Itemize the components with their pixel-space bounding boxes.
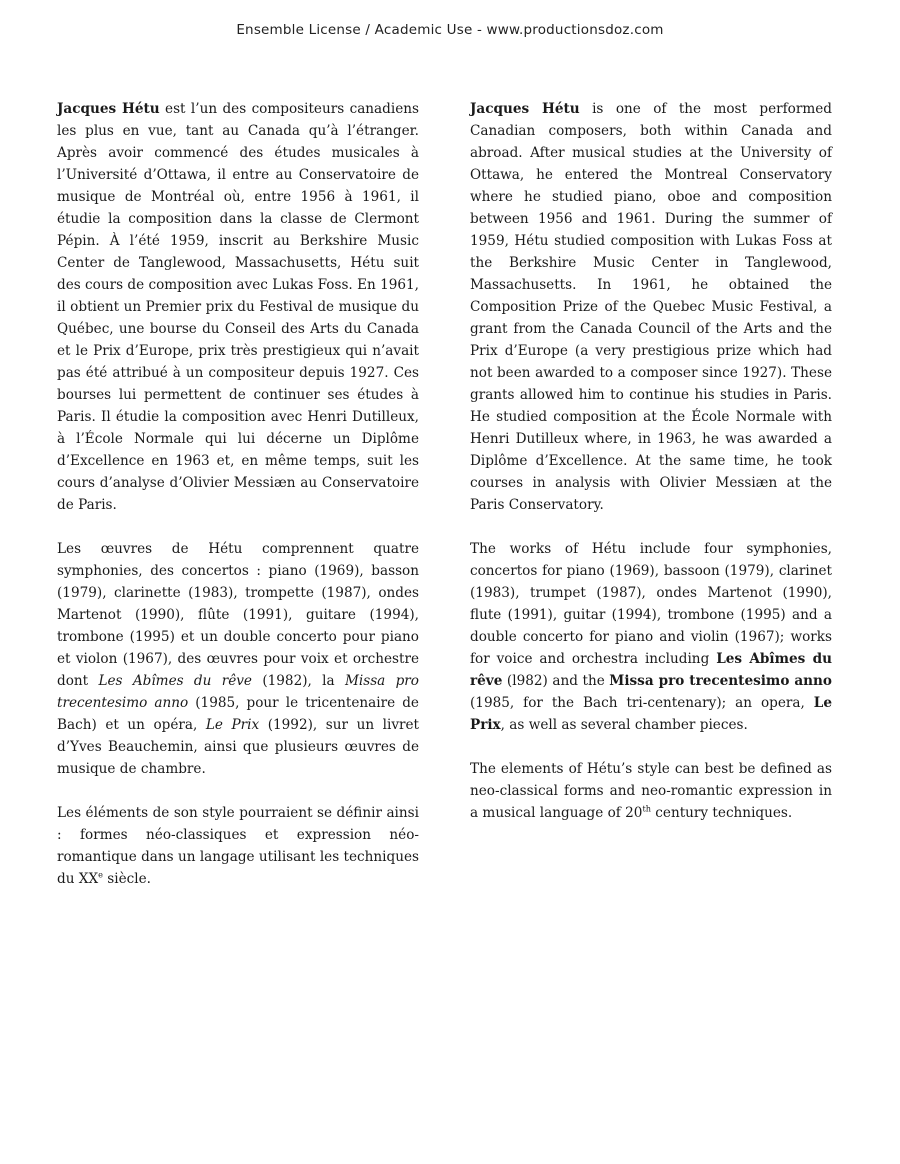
composer-name: Jacques Hétu	[470, 101, 580, 117]
work-title: Les Abîmes du rêve	[98, 673, 252, 689]
french-column	[57, 98, 419, 912]
work-title: Missa pro trecentesimo anno	[57, 673, 419, 711]
english-paragraph-biography: Jacques Hétu is one of the most performed Canadian composers, both within Canada and abroad. After musical studies at the University of Ottawa, he entered the Montreal Conservatory where he studied piano, oboe and composition between 1956 and 1961. During the summer of 1959, Hétu studied composition with Lukas Foss at the Berkshire Music Center in Tanglewood, Massachusetts. In 1961, he obtained the Composition Prize of the Quebec Music Festival, a grant from the Canada Council of the Arts and the Prix d’Europe (a very prestigious prize which had not been awarded to a composer since 1927). These grants allowed him to continue his studies in Paris. He studied composition at the École Normale with Henri Dutilleux where, in 1963, he was awarded a Diplôme d’Excellence. At the same time, he took courses in analysis with Olivier Messiæn at the Paris Conservatory.	[470, 101, 832, 513]
english-column	[470, 98, 832, 846]
work-title: Le Prix	[205, 717, 260, 733]
french-paragraph-works: Les œuvres de Hétu comprennent quatre symphonies, des concertos : piano (1969), basson (1979), clarinette (1983), trompette (1987), ondes Martenot (1990), flûte (1991), guitare (1994), trombone (1995) et un double concerto pour piano et violon (1967), des œuvres pour voix et orchestre dont Les Abîmes du rêve (1982), la Missa pro trecentesimo anno (1985, pour le tricentenaire de Bach) et un opéra, Le Prix (1992), sur un livret d’Yves Beauchemin, ainsi que plusieurs œuvres de musique de chambre.	[57, 541, 420, 777]
english-paragraph-style: The elements of Hétu’s style can best be defined as neo-classical forms and neo-romantic expression in a musical language of 20th century techniques.	[470, 761, 832, 821]
page-header: Ensemble License / Academic Use - www.productionsdoz.com	[236, 22, 664, 38]
work-title: Les Abîmes du rêve	[470, 651, 832, 689]
french-paragraph-biography: Jacques Hétu est l’un des compositeurs canadiens les plus en vue, tant au Canada qu’à l’étranger. Après avoir commencé des études musicales à l’Université d’Ottawa, il entre au Conservatoire de musique de Montréal où, entre 1956 à 1961, il étudie la composition dans la classe de Clermont Pépin. À l’été 1959, inscrit au Berkshire Music Center de Tanglewood, Massachusetts, Hétu suit des cours de composition avec Lukas Foss. En 1961, il obtient un Premier prix du Festival de musique du Québec, une bourse du Conseil des Arts du Canada et le Prix d’Europe, prix très prestigieux qui n’avait pas été attribué à un compositeur depuis 1927. Ces bourses lui permettent de continuer ses études à Paris. Il étudie la composition avec Henri Dutilleux, à l’École Normale qui lui décerne un Diplôme d’Excellence en 1963 et, en même temps, suit les cours d’analyse d’Olivier Messiæn au Conservatoire de Paris.	[57, 101, 419, 513]
french-paragraph-style: Les éléments de son style pourraient se définir ainsi : formes néo-classiques et expression néo-romantique dans un langage utilisant les techniques du XXe siècle.	[57, 805, 419, 887]
english-paragraph-works: The works of Hétu include four symphonies, concertos for piano (1969), bassoon (1979), clarinet (1983), trumpet (1987), ondes Martenot (1990), flute (1991), guitar (1994), trombone (1995) and a double concerto for piano and violin (1967); works for voice and orchestra including Les Abîmes du rêve (l982) and the Missa pro trecentesimo anno (1985, for the Bach tri-centenary); an opera, Le Prix, as well as several chamber pieces.	[470, 541, 832, 733]
work-title: Le Prix	[470, 695, 832, 733]
work-title: Missa pro trecentesimo anno	[609, 673, 832, 689]
composer-name: Jacques Hétu	[57, 101, 160, 117]
